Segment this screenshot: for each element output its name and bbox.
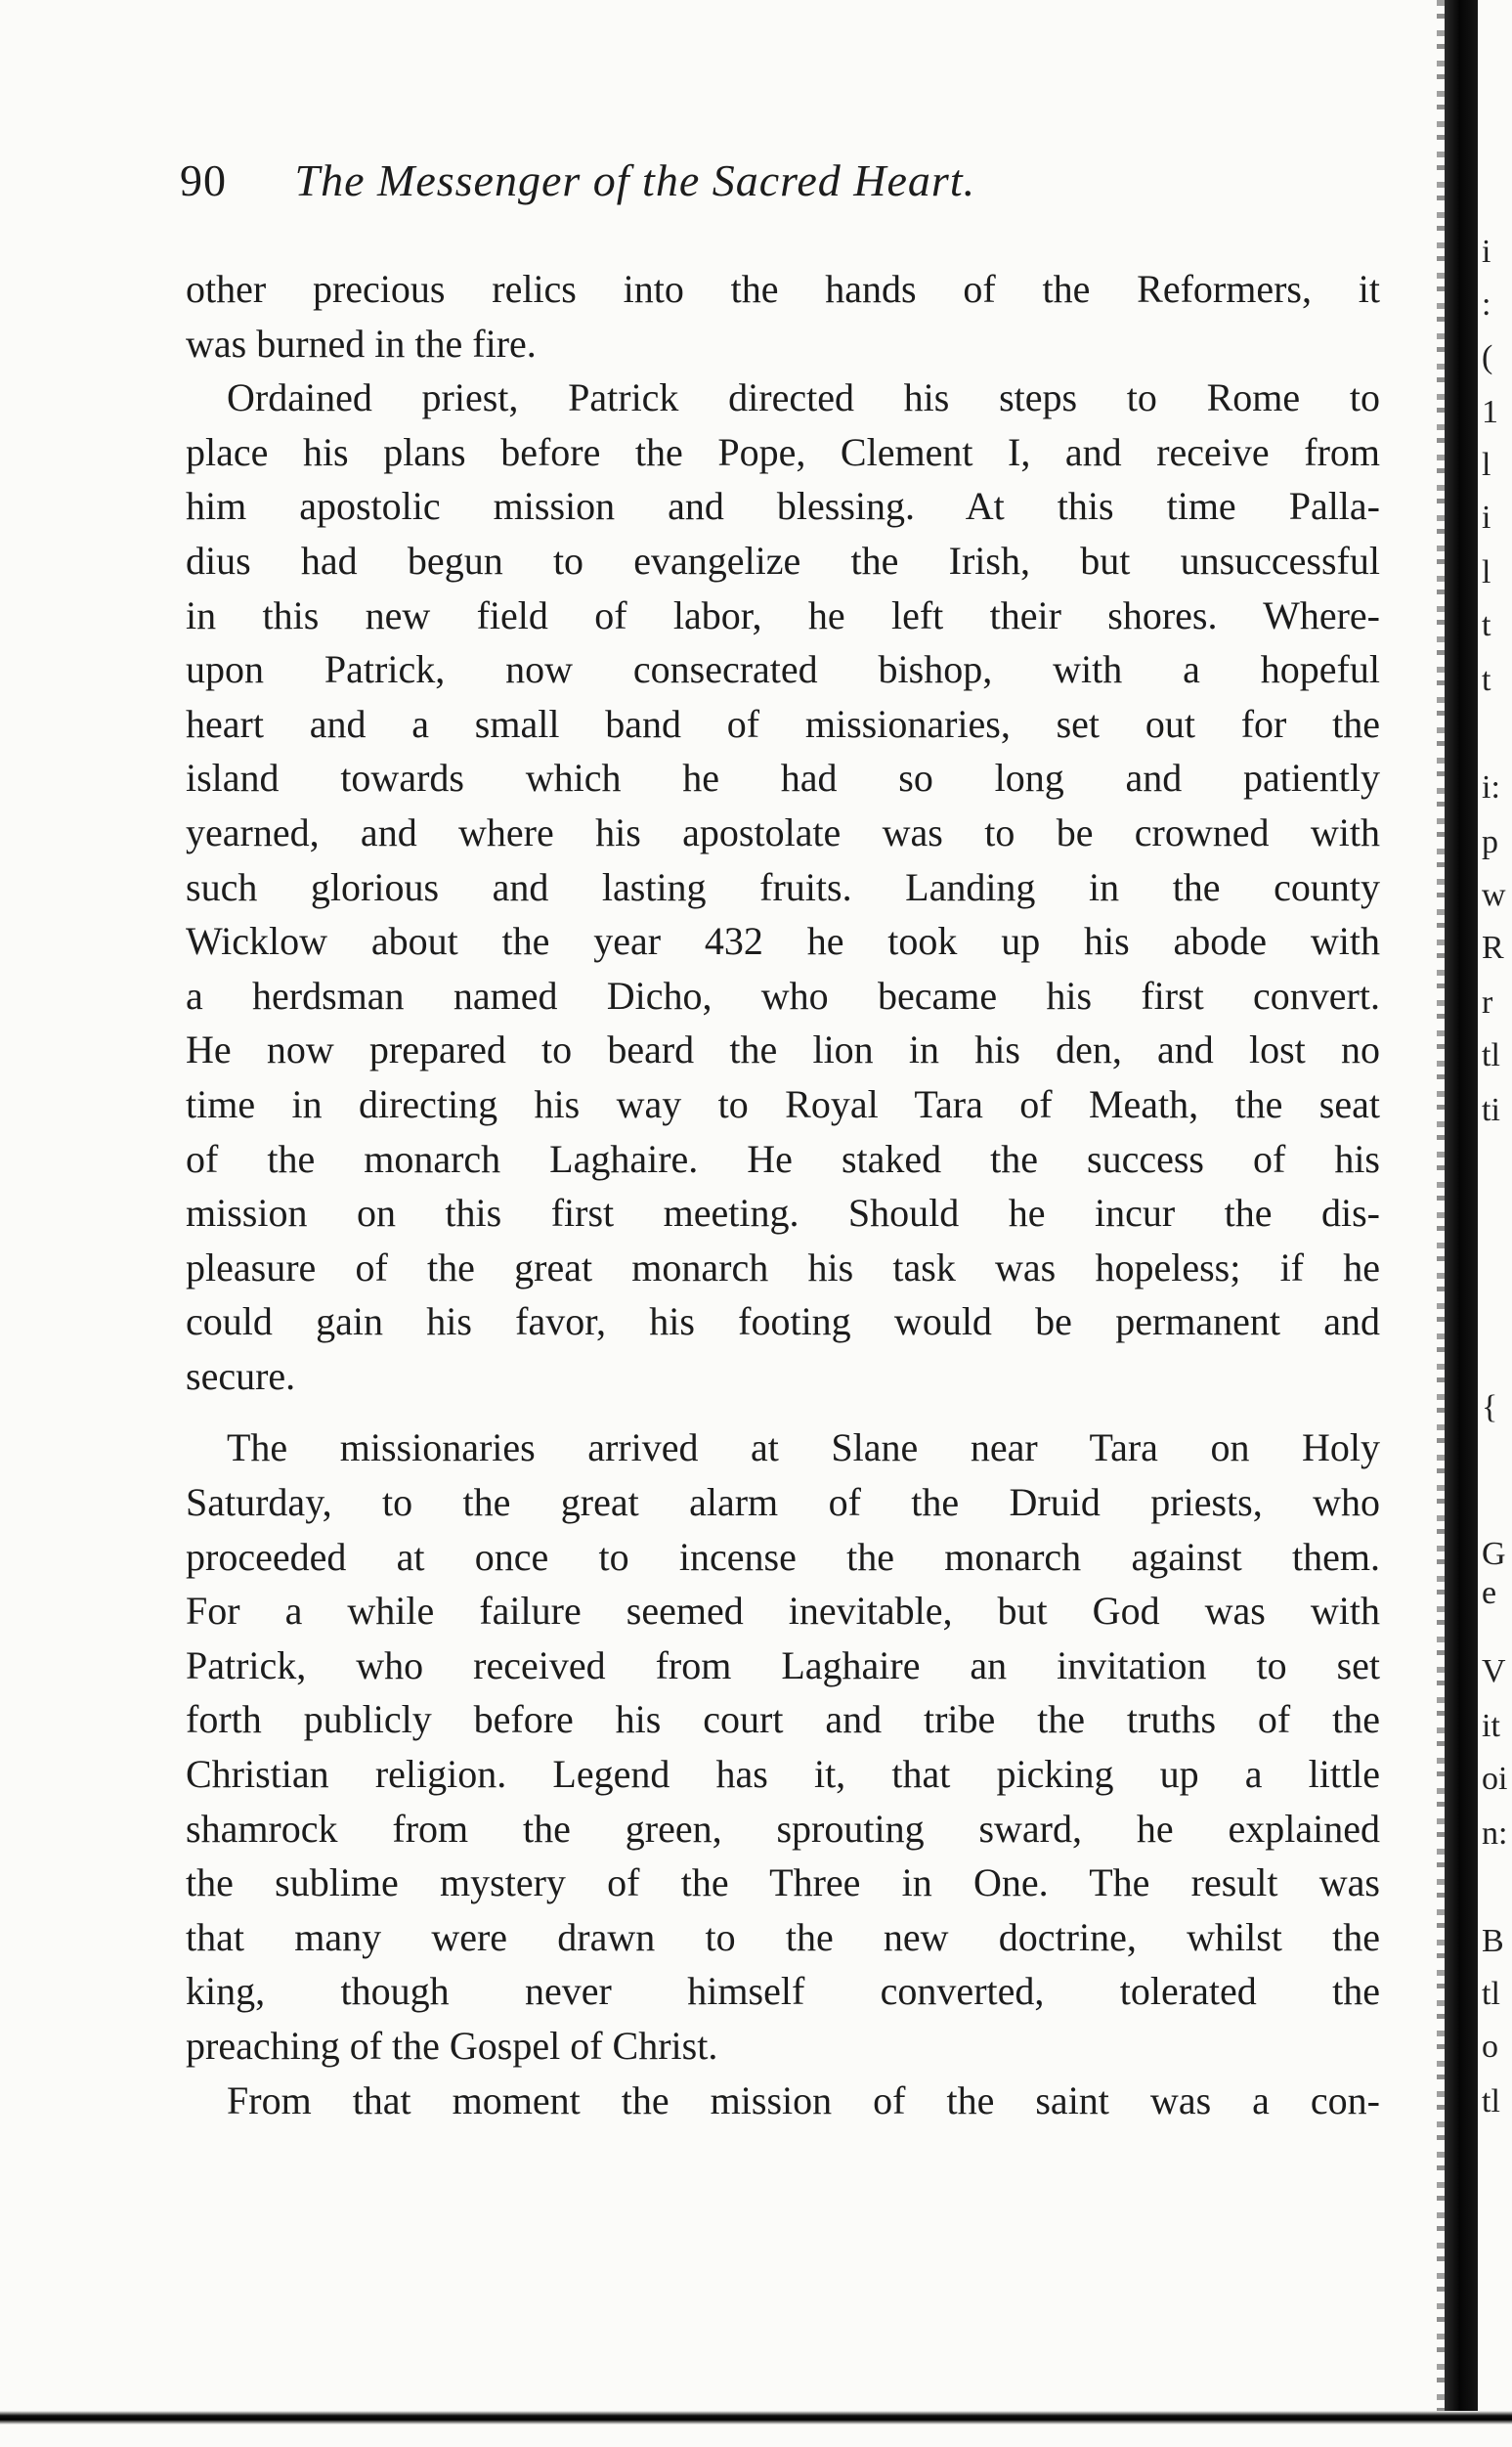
text-line: upon Patrick, now consecrated bishop, with a hopeful (186, 647, 1380, 692)
facing-page-fragment: B (1482, 1923, 1504, 1959)
facing-page-fragment: l (1482, 554, 1491, 590)
facing-page-fragment: it (1482, 1708, 1500, 1744)
text-line: him apostolic mission and blessing. At this time Palla- (186, 484, 1380, 529)
text-line: island towards which he had so long and patiently (186, 756, 1380, 801)
text-line: preaching of the Gospel of Christ. (186, 2024, 718, 2068)
text-line: was burned in the fire. (186, 321, 537, 366)
text-line: the sublime mystery of the Three in One. The result was (186, 1860, 1380, 1905)
text-line: place his plans before the Pope, Clement I, and receive from (186, 429, 1380, 474)
text-line: dius had begun to evangelize the Irish, but unsuccessful (186, 538, 1380, 583)
facing-page-fragment: R (1482, 930, 1504, 966)
facing-page-fragment: { (1482, 1389, 1498, 1425)
facing-page-fragment: 1 (1482, 394, 1498, 430)
body-text (186, 262, 1380, 2127)
text-line: proceeded at once to incense the monarch against them. (186, 1534, 1380, 1579)
text-line: forth publicly before his court and tribe the truths of the (186, 1697, 1380, 1742)
text-line: pleasure of the great monarch his task was hopeless; if he (186, 1245, 1380, 1289)
facing-page-fragment: r (1482, 984, 1493, 1021)
facing-page-fragment: w (1482, 877, 1506, 913)
facing-page-fragment: e (1482, 1575, 1497, 1611)
text-line: of the monarch Laghaire. He staked the success of his (186, 1136, 1380, 1181)
text-line: The missionaries arrived at Slane near Tara on Holy (227, 1425, 1380, 1470)
journal-title: The Messenger of the Sacred Heart. (294, 155, 976, 205)
facing-page-fragment: i (1482, 500, 1491, 536)
text-line: Christian religion. Legend has it, that picking up a little (186, 1752, 1380, 1797)
facing-page-fragment: ( (1482, 339, 1493, 375)
facing-page-fragment: G (1482, 1536, 1506, 1572)
book-gutter-shadow (1445, 0, 1478, 2425)
facing-page-fragment: tl (1482, 2083, 1500, 2119)
facing-page-fragment: p (1482, 824, 1498, 860)
text-line: For a while failure seemed inevitable, but God was with (186, 1589, 1380, 1634)
facing-page-fragment: : (1482, 286, 1491, 323)
text-line: king, though never himself converted, tolerated the (186, 1969, 1380, 2014)
text-line: could gain his favor, his footing would be permanent and (186, 1299, 1380, 1344)
text-line: a herdsman named Dicho, who became his first convert. (186, 973, 1380, 1018)
text-line: other precious relics into the hands of the Reformers, it (186, 267, 1380, 311)
facing-page-fragment: n: (1482, 1815, 1508, 1852)
text-line: mission on this first meeting. Should he incur the dis- (186, 1191, 1380, 1236)
text-line: Patrick, who received from Laghaire an invitation to set (186, 1642, 1380, 1687)
text-line: in this new field of labor, he left their shores. Where- (186, 592, 1380, 637)
text-line: Saturday, to the great alarm of the Druid priests, who (186, 1480, 1380, 1525)
text-line: From that moment the mission of the saint was a con- (227, 2077, 1380, 2122)
page-number: 90 (180, 155, 227, 205)
facing-page-fragment: ti (1482, 1092, 1500, 1128)
facing-page-fragment: V (1482, 1653, 1506, 1689)
text-line: that many were drawn to the new doctrine, whilst the (186, 1914, 1380, 1959)
text-line: yearned, and where his apostolate was to be crowned with (186, 809, 1380, 854)
facing-page-fragment: i: (1482, 769, 1500, 806)
text-line: He now prepared to beard the lion in his den, and lost no (186, 1027, 1380, 1072)
text-line: heart and a small band of missionaries, set out for the (186, 701, 1380, 746)
facing-page-fragment: l (1482, 447, 1491, 483)
facing-page-fragment: i (1482, 234, 1491, 270)
facing-page-edge (1478, 0, 1512, 2411)
book-bottom-edge (0, 2411, 1512, 2425)
facing-page-fragment: t (1482, 662, 1491, 698)
facing-page-fragment: o (1482, 2029, 1498, 2065)
text-line: time in directing his way to Royal Tara of Meath, the seat (186, 1081, 1380, 1126)
text-line: Wicklow about the year 432 he took up his abode with (186, 919, 1380, 964)
facing-page-fragment: tl (1482, 1976, 1500, 2012)
text-line: Ordained priest, Patrick directed his steps to Rome to (227, 375, 1380, 420)
paragraph-gap (186, 1403, 1380, 1420)
facing-page-fragment: t (1482, 607, 1491, 643)
text-line: secure. (186, 1353, 296, 1398)
running-head (180, 147, 1411, 215)
text-line: such glorious and lasting fruits. Landing in the county (186, 864, 1380, 909)
text-line: shamrock from the green, sprouting sward, he explained (186, 1806, 1380, 1851)
facing-page-fragment: tl (1482, 1037, 1500, 1073)
facing-page-fragment: oi (1482, 1761, 1508, 1797)
